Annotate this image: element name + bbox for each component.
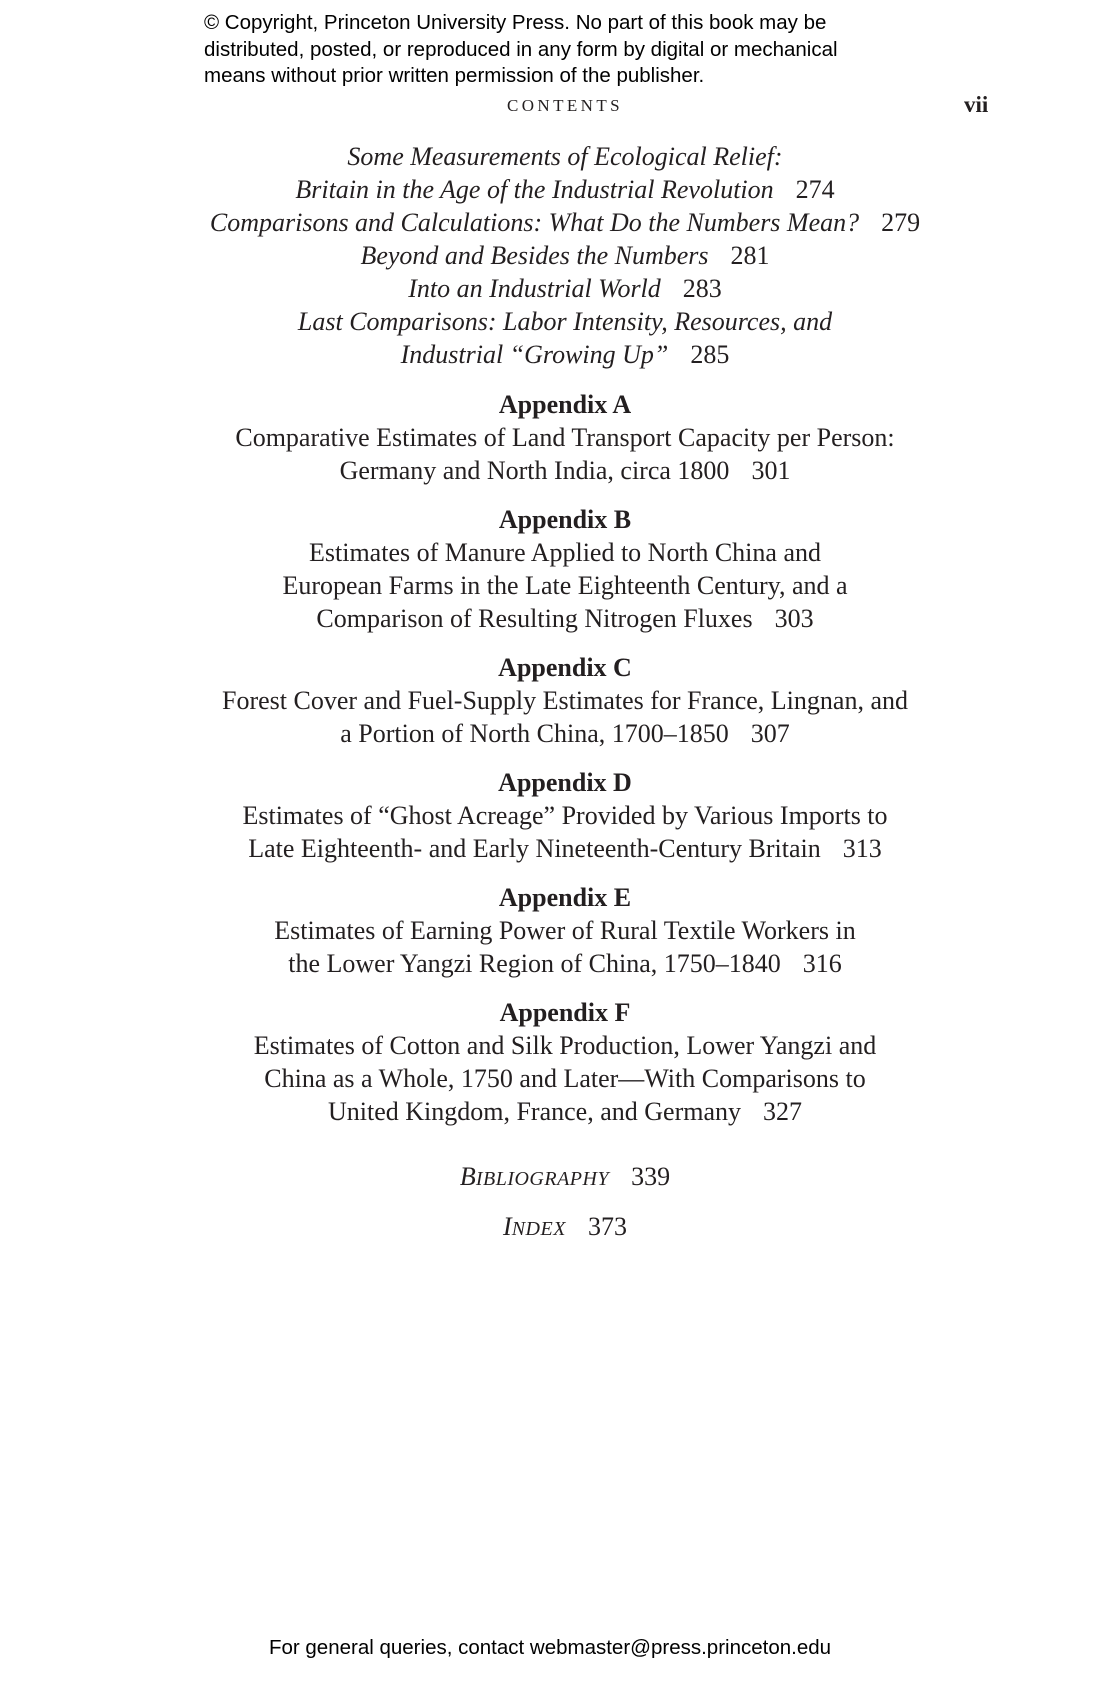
appendix-title-line: Forest Cover and Fuel-Supply Estimates for France, Lingnan, and (222, 686, 908, 715)
footer-contact: For general queries, contact webmaster@press.princeton.edu (268, 1636, 832, 1659)
toc-entry-page: 285 (690, 340, 730, 369)
appendix-title-line: Estimates of Manure Applied to North China and (309, 538, 821, 567)
toc-entry-title: Last Comparisons: Labor Intensity, Resources, and (297, 307, 833, 336)
appendix-title-line: European Farms in the Late Eighteenth Century, and a (282, 571, 848, 600)
page-number: vii (964, 92, 989, 117)
bibliography-entry (0, 1160, 1100, 1193)
table-of-contents (0, 140, 1100, 1260)
appendix-b (0, 503, 1100, 635)
appendix-title-line: Estimates of “Ghost Acreage” Provided by Various Imports to (242, 801, 888, 830)
toc-entry (0, 272, 1100, 305)
end-matter (0, 1160, 1100, 1243)
appendix-a (0, 388, 1100, 487)
running-head: CONTENTS (507, 96, 623, 115)
appendix-heading: Appendix E (498, 883, 632, 912)
appendix-title-line (0, 602, 1100, 635)
toc-entry-page: 283 (682, 274, 722, 303)
toc-italic-section (0, 140, 1100, 371)
appendix-title-text: Late Eighteenth- and Early Nineteenth-Century Britain (248, 834, 821, 863)
bibliography-page: 339 (631, 1162, 671, 1191)
appendix-title-line: Estimates of Cotton and Silk Production, Lower Yangzi and (253, 1031, 877, 1060)
toc-entry-title: Beyond and Besides the Numbers (360, 241, 709, 270)
appendix-title-line: Comparative Estimates of Land Transport Capacity per Person: (235, 423, 895, 452)
bibliography-label: IBLIOGRAPHY (475, 1168, 610, 1190)
appendix-page: 316 (802, 949, 842, 978)
appendix-title-line (0, 947, 1100, 980)
appendix-heading: Appendix F (499, 998, 631, 1027)
toc-entry-title: Industrial “Growing Up” (400, 340, 669, 369)
copyright-notice (204, 10, 964, 90)
toc-entry (0, 239, 1100, 272)
appendix-heading: Appendix B (498, 505, 632, 534)
appendix-page: 301 (751, 456, 791, 485)
appendix-heading: Appendix A (498, 390, 632, 419)
toc-entry-title: Comparisons and Calculations: What Do the Numbers Mean? (209, 208, 860, 237)
copyright-line: means without prior written permission of the publisher. (204, 64, 705, 87)
appendix-title-line (0, 832, 1100, 865)
bibliography-initial: B (459, 1162, 476, 1191)
appendix-title-text: Comparison of Resulting Nitrogen Fluxes (316, 604, 753, 633)
appendix-title-line (0, 1095, 1100, 1128)
toc-entry-page: 281 (730, 241, 770, 270)
toc-entry (0, 140, 1100, 173)
appendix-page: 327 (763, 1097, 802, 1126)
appendix-title-line (0, 717, 1100, 750)
appendix-e (0, 881, 1100, 980)
toc-entry (0, 173, 1100, 206)
appendix-title-line (0, 454, 1100, 487)
toc-entry-page: 274 (795, 175, 835, 204)
index-page: 373 (587, 1212, 627, 1241)
toc-entry-title: Some Measurements of Ecological Relief: (347, 142, 783, 171)
appendix-title-text: United Kingdom, France, and Germany (327, 1097, 741, 1126)
appendix-d (0, 766, 1100, 865)
appendix-title-text: a Portion of North China, 1700–1850 (340, 719, 729, 748)
appendix-c (0, 651, 1100, 750)
copyright-line: © Copyright, Princeton University Press. No part of this book may be (204, 11, 827, 34)
appendix-title-line: Estimates of Earning Power of Rural Textile Workers in (274, 916, 856, 945)
toc-entry-title: Britain in the Age of the Industrial Revolution (295, 175, 774, 204)
copyright-line: distributed, posted, or reproduced in any form by digital or mechanical (204, 37, 838, 61)
toc-entry-page: 279 (881, 208, 921, 237)
appendix-title-line: China as a Whole, 1750 and Later—With Comparisons to (264, 1064, 866, 1093)
appendix-page: 307 (750, 719, 790, 748)
index-initial: I (503, 1212, 512, 1241)
index-entry (0, 1210, 1100, 1243)
appendix-page: 303 (774, 604, 814, 633)
appendix-heading: Appendix C (498, 653, 632, 682)
appendix-page: 313 (842, 834, 882, 863)
appendix-title-text: Germany and North India, circa 1800 (339, 456, 730, 485)
toc-entry (0, 338, 1100, 371)
appendix-title-text: the Lower Yangzi Region of China, 1750–1840 (288, 949, 781, 978)
toc-entry-title: Into an Industrial World (408, 274, 661, 303)
toc-entry (0, 206, 1100, 239)
appendix-f (0, 996, 1100, 1128)
appendix-heading: Appendix D (498, 768, 632, 797)
index-label: NDEX (511, 1218, 566, 1240)
toc-entry (0, 305, 1100, 338)
